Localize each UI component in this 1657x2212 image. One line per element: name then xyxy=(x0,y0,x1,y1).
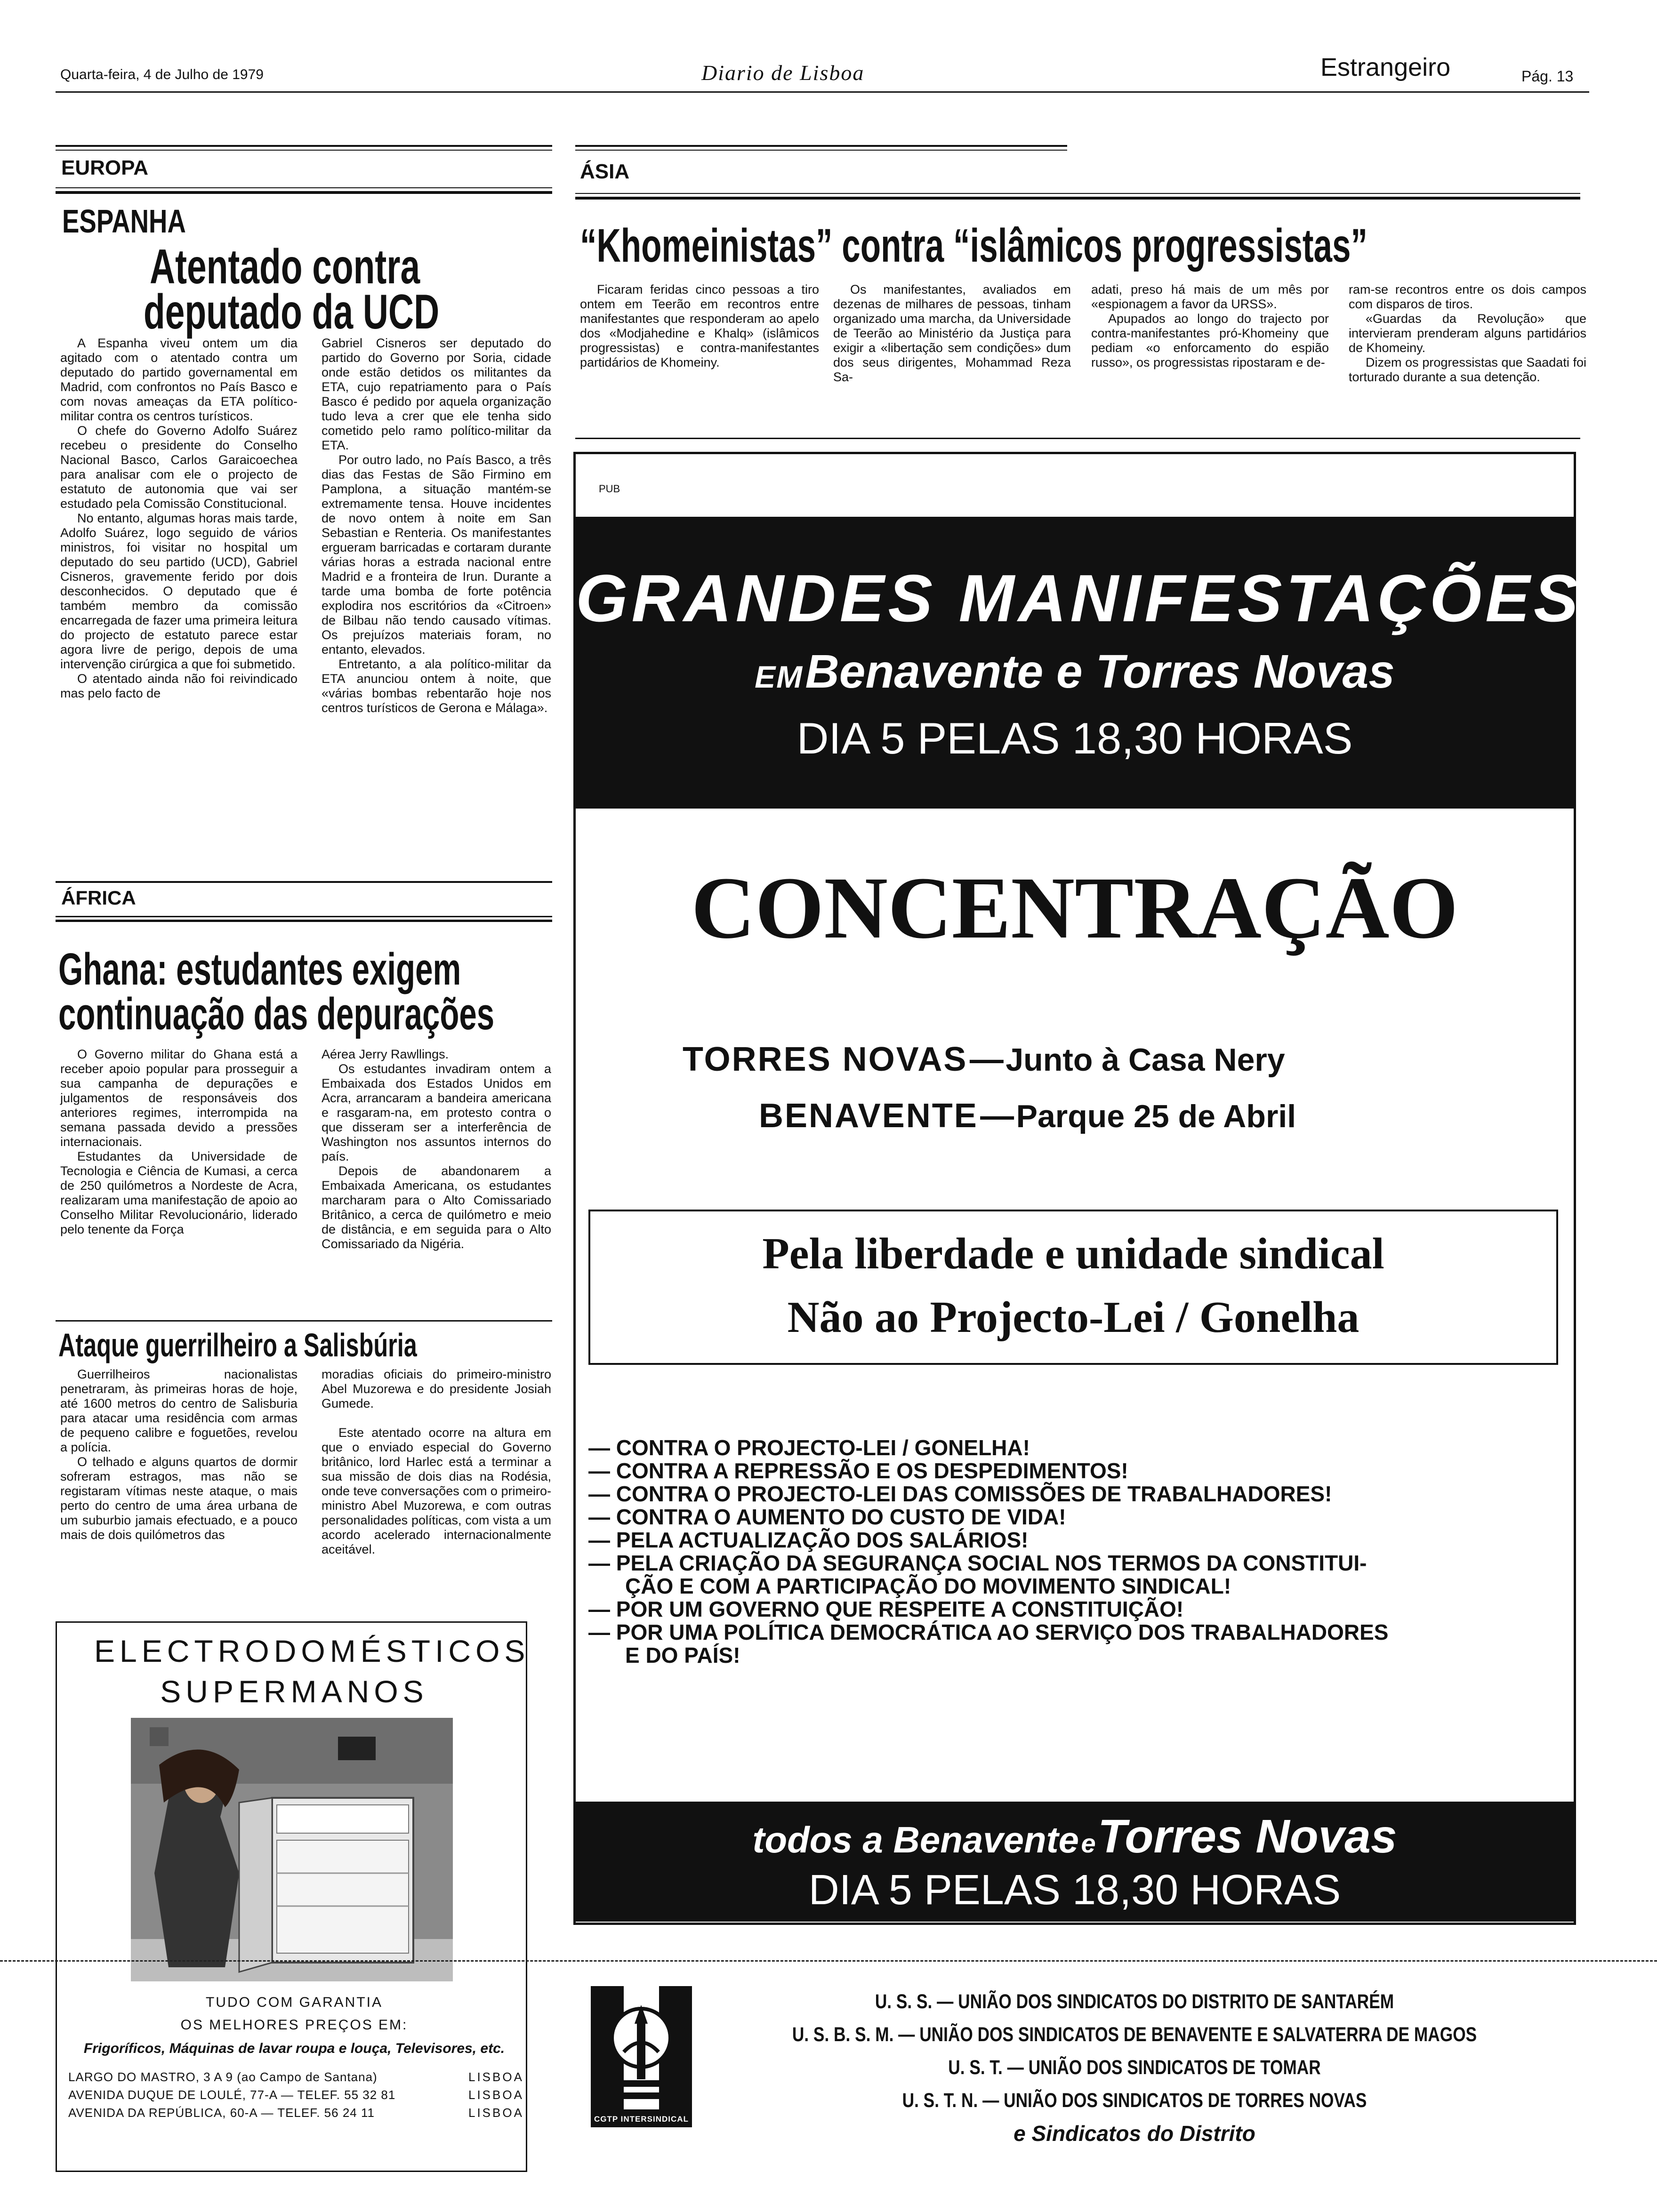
ad-electro-addr-1: LARGO DO MASTRO, 3 A 9 (ao Campo de Santana) xyxy=(68,2070,378,2084)
demand-item: — CONTRA A REPRESSÃO E OS DESPEDIMENTOS! xyxy=(588,1459,1128,1483)
ad-union-footer-2: DIA 5 PELAS 18,30 HORAS xyxy=(808,1867,1341,1914)
ad-union-demands xyxy=(588,1436,1568,1667)
union-line-end: e Sindicatos do Distrito xyxy=(1014,2121,1255,2146)
europa-col2: Gabriel Cisneros ser deputado do partido do Governo por Soria, cidade onde estão detidos os militantes da ETA, cujo repatriamento para o País Basco é pedido por aquela organização tudo leva a crer que ele tenha sido cometido pelo ramo político-militar da ETA. Por outro lado, no País Basco, a três dias das Festas de São Firmino em Pamplona, a situação mantém-se extremamente tensa. Houve incidentes de novo ontem à noite em San Sebastian e Renteria. Os manifestantes ergueram barricadas e cortaram durante várias horas a estrada nacional entre Madrid e a fronteira de Irun. Durante a tarde uma bomba de forte potência explodira nos escritórios da «Citroen» de Bilbau não tendo causado vítimas. Os prejuízos materiais foram, no entanto, elevados. Entretanto, a ala político-militar da ETA anunciou ontem à noite, que «várias bombas rebentarão hoje nos centros turísticos de Gerona e Málaga». xyxy=(322,336,551,715)
ad-electro-photo xyxy=(131,1718,453,1981)
union-line: U. S. T. — UNIÃO DOS SINDICATOS DE TOMAR xyxy=(948,2056,1321,2079)
ad-electro-addr-3: AVENIDA DA REPÚBLICA, 60-A — TELEF. 56 24 11 xyxy=(68,2106,375,2120)
ad-union-slogan-2: Não ao Projecto-Lei / Gonelha xyxy=(787,1293,1359,1342)
page-number: Pág. 13 xyxy=(1521,68,1574,85)
section-name: Estrangeiro xyxy=(1320,53,1451,81)
cgtp-logo-icon xyxy=(591,1986,692,2127)
ad-union-loc1 xyxy=(683,1040,1285,1079)
europa-col1: A Espanha viveu ontem um dia agitado com o atentado contra um deputado do partido governamental em Madrid, com confrontos no País Basco e com novas ameaças da ETA político-militar contra os centros turísticos. O chefe do Governo Adolfo Suárez recebeu o presidente do Conselho Nacional Basco, Carlos Garaicoechea para analisar com ele o projecto de estatuto de autonomia que vai ser estudado pela Comissão Constitucional. No entanto, algumas horas mais tarde, Adolfo Suárez, logo seguido de vários ministros, foi visitar no hospital um deputado do seu partido (UCD), Gabriel Cisneros, gravemente ferido por dois desconhecidos. O deputado que é também membro da comissão encarregada de fazer uma primeira leitura do projecto de estatuto parece estar agora livre de perigo, depois de uma intervenção cirúrgica a que foi submetido. O atentado ainda não foi reivindicado mas pelo facto de xyxy=(60,336,298,700)
africa-headline-1: Ghana: estudantes exigem xyxy=(58,944,461,994)
demand-item: ÇÃO E COM A PARTICIPAÇÃO DO MOVIMENTO SINDICAL! xyxy=(625,1574,1231,1598)
ad-electro-addr-2: AVENIDA DUQUE DE LOULÉ, 77-A — TELEF. 55 32 81 xyxy=(68,2088,396,2102)
asia-rule-mid2 xyxy=(575,197,1580,200)
ad-union-loc1-place: TORRES NOVAS xyxy=(683,1041,968,1078)
ad-electro-city-3: LISBOA xyxy=(468,2106,524,2120)
ad-union-unions xyxy=(697,1985,1572,2150)
ad-electro-city-1: LISBOA xyxy=(468,2070,524,2084)
asia-col1: Ficaram feridas cinco pessoas a tiro ontem em Teerão em recontros entre manifestantes que responderam ao apelo dos «Modjahedine e Khalq» (islâmicos progressistas) e contra-manifestantes partidários de Khomeiny. xyxy=(580,282,819,369)
europa-headline-1: Atentado contra xyxy=(150,240,420,294)
salisburia-rule xyxy=(56,1320,552,1322)
cgtp-logo-caption: CGTP INTERSINDICAL xyxy=(594,2115,689,2124)
salisburia-headline: Ataque guerrilheiro a Salisbúria xyxy=(58,1327,417,1363)
africa-col2: Aérea Jerry Rawllings. Os estudantes invadiram ontem a Embaixada dos Estados Unidos em Acra, arrancaram a bandeira americana e rasgaram-na, em protesto contra o que disseram ser a interferência de Washington nos assuntos internos do país. Depois de abandonarem a Embaixada Americana, os estudantes marcharam para o Alto Comissariado Britânico, a cerca de quilómetro e meio de distância, e em seguida para o Alto Comissariado da Nigéria. xyxy=(322,1047,551,1251)
salisburia-col2: moradias oficiais do primeiro-ministro Abel Muzorewa e do presidente Josiah Gumede. Este atentado ocorre na altura em que o enviado especial do Governo britânico, lord Harlec está a terminar a sua missão de dois dias na Rodésia, onde teve conversações com o primeiro-ministro Abel Muzorewa, e com outras personalidades políticas, com vista a um acordo acelerado internacionalmente aceitável. xyxy=(322,1367,551,1556)
ad-union-pub: PUB xyxy=(599,483,620,495)
ad-electro-products: Frigoríficos, Máquinas de lavar roupa e louça, Televisores, etc. xyxy=(83,2041,505,2056)
masthead: Diario de Lisboa xyxy=(701,61,865,85)
asia-col3: adati, preso há mais de um mês por «espionagem a favor da URSS». Apupados ao longo do trajecto por contra-manifestantes pró-Khomeiny que pediam «o enforcamento do espião russo», os progressistas ripostaram e de- xyxy=(1091,282,1329,369)
demand-item: — CONTRA O PROJECTO-LEI / GONELHA! xyxy=(588,1435,1030,1460)
ad-electro-guarantee: TUDO COM GARANTIA xyxy=(205,1995,383,2010)
europa-rule-top2 xyxy=(56,150,552,151)
europa-rule-top xyxy=(56,145,552,147)
europa-rule-mid xyxy=(56,187,552,188)
ad-electro-title-1: ELECTRODOMÉSTICOS xyxy=(94,1634,530,1668)
demand-item: — CONTRA O AUMENTO DO CUSTO DE VIDA! xyxy=(588,1505,1066,1529)
union-line: U. S. T. N. — UNIÃO DOS SINDICATOS DE TORRES NOVAS xyxy=(902,2089,1367,2112)
ad-electro-city-2: LISBOA xyxy=(468,2088,524,2102)
demand-item: — POR UM GOVERNO QUE RESPEITE A CONSTITUIÇÃO! xyxy=(588,1597,1184,1621)
africa-rule-top xyxy=(56,881,552,883)
demand-item: — PELA CRIAÇÃO DA SEGURANÇA SOCIAL NOS TERMOS DA CONSTITUI- xyxy=(588,1551,1367,1575)
union-line: U. S. S. — UNIÃO DOS SINDICATOS DO DISTRITO DE SANTARÉM xyxy=(875,1990,1394,2013)
asia-rule-top2 xyxy=(575,150,1067,151)
africa-col1: O Governo militar do Ghana está a receber apoio popular para prosseguir a sua campanha de depurações e julgamentos de responsáveis dos anteriores regimes, interrompida na semana passada devido a pressões internacionais. Estudantes da Universidade de Tecnologia e Ciência de Kumasi, a cerca de 250 quilómetros a Nordeste de Acra, realizaram uma manifestação de apoio ao Conselho Militar Revolucionário, liderado pelo tenente da Força xyxy=(60,1047,298,1236)
asia-label: ÁSIA xyxy=(580,160,630,183)
ad-union-loc1-dash: — xyxy=(969,1041,1004,1078)
ad-union-banner-em: EM xyxy=(755,659,804,694)
ad-union-loc1-where: Junto à Casa Nery xyxy=(1005,1042,1285,1078)
union-line: U. S. B. S. M. — UNIÃO DOS SINDICATOS DE BENAVENTE E SALVATERRA DE MAGOS xyxy=(792,2023,1477,2046)
ad-union-loc2 xyxy=(759,1097,1296,1135)
asia-rule-mid xyxy=(575,193,1580,194)
demand-item: — PELA ACTUALIZAÇÃO DOS SALÁRIOS! xyxy=(588,1528,1029,1552)
ad-union-footer-a: todos a Benavente xyxy=(752,1819,1079,1860)
europa-rule-mid2 xyxy=(56,191,552,194)
ad-union-loc2-where: Parque 25 de Abril xyxy=(1016,1098,1296,1134)
africa-headline-2: continuação das depurações xyxy=(58,989,495,1039)
salisburia-col1: Guerrilheiros nacionalistas penetraram, às primeiras horas de hoje, até 1600 metros do centro de Salisburia para atacar uma residência com armas de pequeno calibre e foguetões, revelou a polícia. O telhado e alguns quartos de dormir sofreram estragos, mas não se registaram vítimas neste ataque, o mais perto do centro de uma área urbana de um suburbio jamais efectuado, e a pouco mais de dois quilómetros das xyxy=(60,1367,298,1542)
africa-rule-mid2 xyxy=(56,920,552,922)
africa-rule-mid xyxy=(56,916,552,917)
asia-headline: “Khomeinistas” contra “islâmicos progressistas” xyxy=(580,219,1368,272)
europa-label: EUROPA xyxy=(61,156,148,179)
ad-union-banner-time: DIA 5 PELAS 18,30 HORAS xyxy=(796,713,1353,763)
europa-headline-2: deputado da UCD xyxy=(144,285,440,339)
ad-union-footer-1 xyxy=(576,1810,1574,1864)
ad-union-concentracao: CONCENTRAÇÃO xyxy=(691,858,1458,957)
demand-item: E DO PAÍS! xyxy=(625,1643,740,1667)
ad-electro-title-2: SUPERMANOS xyxy=(160,1674,428,1709)
africa-label: ÁFRICA xyxy=(61,887,136,909)
asia-col4: ram-se recontros entre os dois campos com disparos de tiros. «Guardas da Revolução» que intervieram prenderam alguns partidários de Khomeiny. Dizem os progressistas que Saadati foi torturado durante a sua detenção. xyxy=(1349,282,1586,384)
dashed-separator xyxy=(0,1960,1657,1962)
header-rule xyxy=(56,91,1589,93)
ad-union-banner-sub xyxy=(576,645,1574,699)
asia-col2: Os manifestantes, avaliados em dezenas de milhares de pessoas, tinham organizado uma marcha, da Universidade de Teerão ao Ministério da Justiça para exigir a «libertação sem condições» dum dos seus dirigentes, Mohammad Reza Sa- xyxy=(833,282,1071,384)
europa-country: ESPANHA xyxy=(62,203,186,240)
ad-union-loc2-dash: — xyxy=(980,1097,1014,1135)
asia-rule-bottom xyxy=(575,438,1580,439)
demand-item: — CONTRA O PROJECTO-LEI DAS COMISSÕES DE TRABALHADORES! xyxy=(588,1482,1332,1506)
demand-item: — POR UMA POLÍTICA DEMOCRÁTICA AO SERVIÇO DOS TRABALHADORES xyxy=(588,1620,1389,1644)
ad-union-footer-e: e xyxy=(1081,1828,1096,1858)
asia-rule-top xyxy=(575,145,1067,147)
ad-union-slogan-1: Pela liberdade e unidade sindical xyxy=(762,1229,1384,1278)
ad-union-loc2-place: BENAVENTE xyxy=(759,1097,978,1135)
ad-union-footer-b: Torres Novas xyxy=(1098,1810,1397,1863)
ad-union-banner-place: Benavente e Torres Novas xyxy=(805,645,1395,698)
ad-electro-prices: OS MELHORES PREÇOS EM: xyxy=(180,2017,408,2033)
ad-union-banner-title: GRANDES MANIFESTAÇÕES xyxy=(576,561,1582,636)
page-date: Quarta-feira, 4 de Julho de 1979 xyxy=(60,67,264,82)
